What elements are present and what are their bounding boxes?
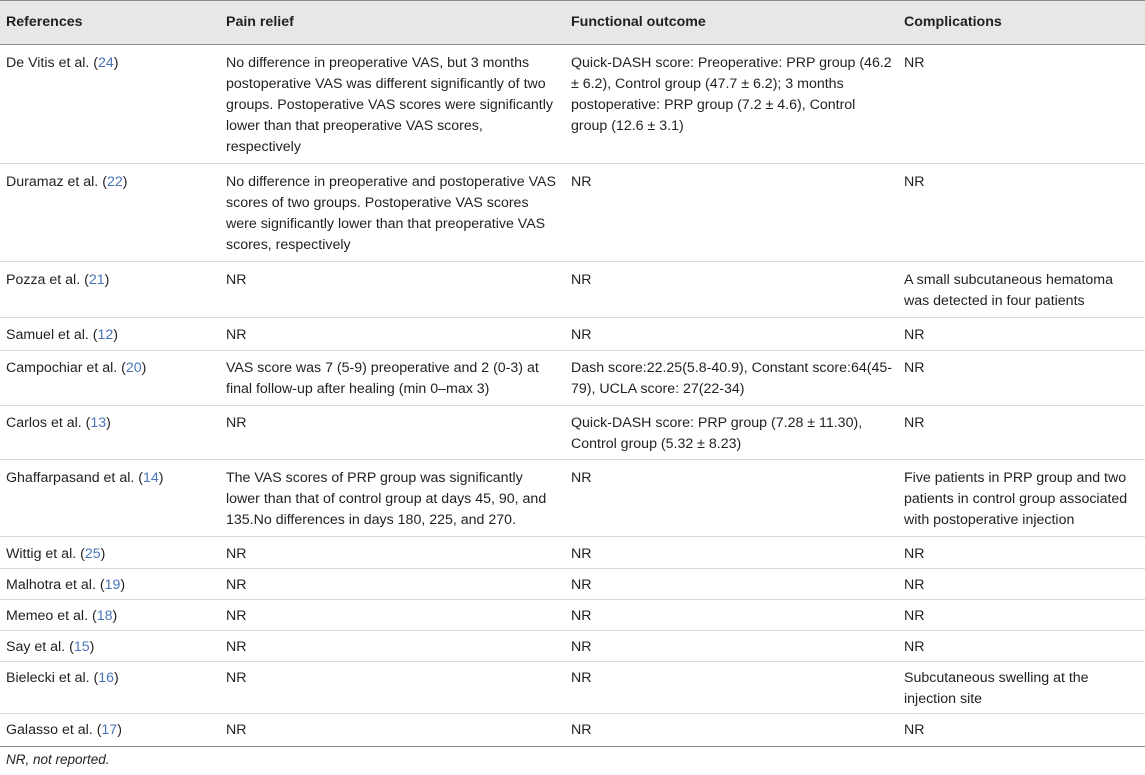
reference-citation-link[interactable]: 16 xyxy=(98,670,115,686)
table-header xyxy=(0,1,1145,45)
table-row xyxy=(0,262,1145,318)
reference-cell: Campochiar et al. (20) xyxy=(0,351,220,406)
reference-citation-link[interactable]: 12 xyxy=(97,327,114,343)
complications-cell: NR xyxy=(898,537,1145,569)
table-row xyxy=(0,460,1145,537)
complications-cell: A small subcutaneous hematoma was detected in four patients xyxy=(898,262,1145,318)
pain-relief-cell: NR xyxy=(220,714,565,747)
complications-cell: NR xyxy=(898,631,1145,662)
header-row xyxy=(0,1,1145,45)
reference-citation-link[interactable]: 17 xyxy=(101,722,118,738)
reference-citation-link[interactable]: 18 xyxy=(96,608,113,624)
complications-cell: Subcutaneous swelling at the injection site xyxy=(898,662,1145,714)
complications-cell: NR xyxy=(898,45,1145,164)
reference-citation-link[interactable]: 21 xyxy=(88,272,105,288)
pain-relief-cell: NR xyxy=(220,318,565,351)
reference-author: Campochiar et al. xyxy=(6,360,118,376)
functional-outcome-cell: NR xyxy=(565,662,898,714)
complications-cell: NR xyxy=(898,318,1145,351)
pain-relief-cell: No difference in preoperative and postoperative VAS scores of two groups. Postoperative VAS scores were significantly lower than that preoperative VAS scores, respectively xyxy=(220,164,565,262)
reference-citation-link[interactable]: 19 xyxy=(104,577,121,593)
pain-relief-cell: NR xyxy=(220,406,565,460)
table-row xyxy=(0,318,1145,351)
header-functional-outcome: Functional outcome xyxy=(565,1,898,45)
reference-cell: Ghaffarpasand et al. (14) xyxy=(0,460,220,537)
reference-cell: Bielecki et al. (16) xyxy=(0,662,220,714)
pain-relief-cell: NR xyxy=(220,569,565,600)
reference-cell: Memeo et al. (18) xyxy=(0,600,220,631)
pain-relief-cell: VAS score was 7 (5-9) preoperative and 2 (0-3) at final follow-up after healing (min 0–max 3) xyxy=(220,351,565,406)
reference-author: Ghaffarpasand et al. xyxy=(6,470,135,486)
functional-outcome-cell: NR xyxy=(565,318,898,351)
reference-author: Bielecki et al. xyxy=(6,670,90,686)
pain-relief-cell: NR xyxy=(220,631,565,662)
table-footnote: NR, not reported. xyxy=(6,752,110,767)
reference-citation-link[interactable]: 14 xyxy=(142,470,159,486)
reference-citation-link[interactable]: 24 xyxy=(98,55,114,71)
functional-outcome-cell: NR xyxy=(565,600,898,631)
reference-cell: Say et al. (15) xyxy=(0,631,220,662)
reference-author: Malhotra et al. xyxy=(6,577,96,593)
reference-cell: Wittig et al. (25) xyxy=(0,537,220,569)
functional-outcome-cell: Quick-DASH score: Preoperative: PRP group (46.2 ± 6.2), Control group (47.7 ± 6.2); 3 months postoperative: PRP group (7.2 ± 4.6), Control group (12.6 ± 3.1) xyxy=(565,45,898,164)
complications-cell: NR xyxy=(898,714,1145,747)
table-row xyxy=(0,406,1145,460)
table-row xyxy=(0,537,1145,569)
reference-cell: De Vitis et al. (24) xyxy=(0,45,220,164)
table-body xyxy=(0,45,1145,747)
reference-cell: Carlos et al. (13) xyxy=(0,406,220,460)
functional-outcome-cell: Dash score:22.25(5.8-40.9), Constant score:64(45-79), UCLA score: 27(22-34) xyxy=(565,351,898,406)
header-references: References xyxy=(0,1,220,45)
pain-relief-cell: NR xyxy=(220,600,565,631)
header-pain-relief: Pain relief xyxy=(220,1,565,45)
reference-cell: Samuel et al. (12) xyxy=(0,318,220,351)
pain-relief-cell: NR xyxy=(220,662,565,714)
pain-relief-cell: NR xyxy=(220,537,565,569)
table-row xyxy=(0,631,1145,662)
pain-relief-cell: No difference in preoperative VAS, but 3 months postoperative VAS was different significantly of two groups. Postoperative VAS scores were significantly lower than that preoperative VAS scores, respectively xyxy=(220,45,565,164)
pain-relief-cell: The VAS scores of PRP group was significantly lower than that of control group at days 45, 90, and 135.No differences in days 180, 225, and 270. xyxy=(220,460,565,537)
table-row xyxy=(0,164,1145,262)
table-row xyxy=(0,569,1145,600)
reference-cell: Pozza et al. (21) xyxy=(0,262,220,318)
complications-cell: NR xyxy=(898,600,1145,631)
functional-outcome-cell: NR xyxy=(565,537,898,569)
reference-author: Carlos et al. xyxy=(6,415,82,431)
functional-outcome-cell: NR xyxy=(565,262,898,318)
reference-citation-link[interactable]: 25 xyxy=(84,546,101,562)
reference-citation-link[interactable]: 13 xyxy=(90,415,107,431)
functional-outcome-cell: Quick-DASH score: PRP group (7.28 ± 11.30), Control group (5.32 ± 8.23) xyxy=(565,406,898,460)
complications-cell: NR xyxy=(898,351,1145,406)
reference-author: Memeo et al. xyxy=(6,608,89,624)
header-complications: Complications xyxy=(898,1,1145,45)
reference-cell: Malhotra et al. (19) xyxy=(0,569,220,600)
reference-citation-link[interactable]: 15 xyxy=(73,639,90,655)
reference-cell: Galasso et al. (17) xyxy=(0,714,220,747)
reference-author: Samuel et al. xyxy=(6,327,89,343)
complications-cell: NR xyxy=(898,164,1145,262)
reference-author: De Vitis et al. xyxy=(6,55,90,71)
reference-author: Pozza et al. xyxy=(6,272,81,288)
functional-outcome-cell: NR xyxy=(565,460,898,537)
reference-author: Say et al. xyxy=(6,639,66,655)
functional-outcome-cell: NR xyxy=(565,569,898,600)
complications-cell: Five patients in PRP group and two patients in control group associated with postoperative injection xyxy=(898,460,1145,537)
table-row xyxy=(0,600,1145,631)
complications-cell: NR xyxy=(898,569,1145,600)
reference-author: Duramaz et al. xyxy=(6,174,99,190)
reference-citation-link[interactable]: 20 xyxy=(125,360,142,376)
pain-relief-cell: NR xyxy=(220,262,565,318)
table-row xyxy=(0,662,1145,714)
complications-cell: NR xyxy=(898,406,1145,460)
functional-outcome-cell: NR xyxy=(565,714,898,747)
table-row xyxy=(0,714,1145,747)
reference-citation-link[interactable]: 22 xyxy=(106,174,123,190)
reference-author: Wittig et al. xyxy=(6,546,77,562)
functional-outcome-cell: NR xyxy=(565,631,898,662)
functional-outcome-cell: NR xyxy=(565,164,898,262)
table-row xyxy=(0,45,1145,164)
reference-cell: Duramaz et al. (22) xyxy=(0,164,220,262)
reference-author: Galasso et al. xyxy=(6,722,93,738)
table-row xyxy=(0,351,1145,406)
